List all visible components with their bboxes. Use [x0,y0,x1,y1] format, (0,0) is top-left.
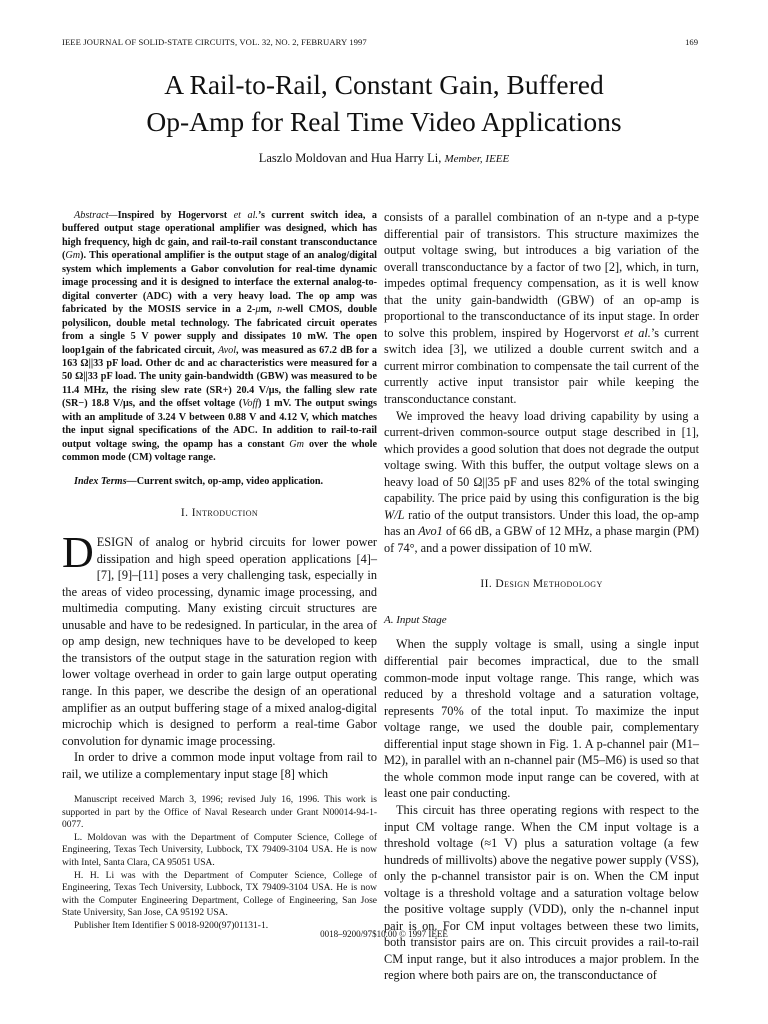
intro-paragraph-2: In order to drive a common mode input voltage from rail to rail, we utilize a complementary input stage [8] which [62,750,377,781]
author-line [60,151,708,166]
running-header: IEEE JOURNAL OF SOLID-STATE CIRCUITS, VOL. 32, NO. 2, FEBRUARY 1997 [62,37,367,47]
footnote: Publisher Item Identifier S 0018-9200(97)01131-1. [74,920,269,931]
right-column [384,209,699,984]
abstract: Abstract—Inspired by Hogervorst et al.’s current switch idea, a buffered output stage operational amplifier was designed, which has high frequency, high dc gain, and rail-to-rail constant transconductance (Gm). This operational amplifier is the output stage of an analog/digital system which implements a Gabor convolution for real-time dynamic image processing and it is designed to interface the external analog-to-digital converter (ADC) with a very heavy load. The op amp was fabricated by the MOSIS service in a 2-μm, n-well CMOS, double polysilicon, double metal technology. The fabricated circuit operates from a single 5 V power supply and dissipates 10 mW. The open loop1gain of the fabricated circuit, Avol, was measured as 67.2 dB for a 163 Ω||33 pF load. Other dc and ac characteristics were measured for a 50 Ω||33 pF load. The unity gain-bandwidth (GBW) was measured to be 11.4 MHz, the rising slew rate (SR+) 20.4 V/μs, the falling slew rate (SR−) 18.8 V/μs, and the offset voltage (Voff) 1 mV. The output swings with an amplitude of 3.24 V between 0.88 V and 4.12 V, which matches the input signal specifications of the ADC. In addition to rail-to-rail output voltage swing, the opamp has a constant Gm over the whole common mode (CM) voltage range. [62,210,378,464]
intro-paragraph-1: DESIGN of analog or hybrid circuits for lower power dissipation and high speed operation applications [4]–[7], [9]–[11] poses a very challenging task, especially in the areas of video processing, dynamic image processing, and multimedia computing. Many existing circuit structures are unusable and have to be redesigned. In particular, in the area of op amp design, new techniques have to be developed to keep the transistors of the output stage in the saturation region with lower voltage overhead in order to gain large output operating range. In this paper, we describe the design of an operational amplifier as an output buffering stage of a mixed analog-digital microchip which is designed to perform a real-time Gabor convolution for dynamic image processing. [62,528,377,748]
footnote: Manuscript received March 3, 1996; revised July 16, 1996. This work is supported in part by the Office of Naval Research under Grant N00014-94-1-0077. [62,795,377,831]
section-heading-design-methodology: II. Design Methodology [480,578,603,591]
index-terms: Index Terms—Current switch, op-amp, video application. [74,475,324,487]
subsection-heading-input-stage: A. Input Stage [384,614,447,627]
drop-cap: D [62,528,94,578]
body-paragraph-operating-regions: This circuit has three operating regions with respect to the input CM voltage range. When the CM input voltage is a threshold voltage (≈1 V) plus a saturation voltage (a few hundreds of millivolts) above the negative power supply (VSS), only the p-channel transistor pair is on. When the CM input voltage is a threshold voltage and a saturation voltage below the positive voltage supply (VDD), only the n-channel input pair is on. For CM input voltages between these two limits, both transistor pairs are on. This circuit provides a rail-to-rail CM input range, but it also introduces a major problem. In the region where both pairs are on, the transconductance of [384,802,699,983]
body-paragraph-input-stage: When the supply voltage is small, using a single input differential pair becomes impractical, due to the small common-mode input voltage range. This range, which was reduced by a threshold voltage and a saturation voltage, represents 70% of the total input. To maximize the input voltage range, we used the double pair, complementary differential input stage shown in Fig. 1. A p-channel pair (M1–M2), in parallel with an n-channel pair (M5–M6) is used so that the whole common mode input range can be covered, with at least one pair conducting. [384,637,699,801]
abstract-label: Abstract— [74,210,118,221]
title-line-1: A Rail-to-Rail, Constant Gain, Buffered [164,69,604,100]
page-number: 169 [685,37,698,47]
left-column [62,209,377,782]
title-line-2: Op-Amp for Real Time Video Applications [146,106,622,137]
section-heading-introduction: I. Introduction [180,507,259,520]
author-membership: Member, IEEE [444,153,510,165]
footnotes [62,794,377,933]
footnote: L. Moldovan was with the Department of Computer Science, College of Engineering, Texas Tech University, Lubbock, TX 79409-3104 USA. He is now with Intel, Santa Clara, CA 95051 USA. [62,832,377,868]
paper-title [60,66,708,140]
footnote: H. H. Li was with the Department of Computer Science, College of Engineering, Texas Tech University, Lubbock, TX 79409-3104 USA. He is now with the Computer Engineering Department, College of Engineering, San Jose State University, San Jose, CA 95192 USA. [62,870,377,919]
index-terms-label: Index Terms— [74,475,137,487]
copyright-footer: 0018–9200/97$10.00 © 1997 IEEE [320,929,448,939]
body-paragraph-continued: consists of a parallel combination of an n-type and a p-type differential pair of transistors. This structure maximizes the output voltage swing, but introduces a big variation of the overall transconductance by a factor of two [2], which, in turn, impedes optimal frequency compensation, as it is well know that the unity gain-bandwidth (GBW) of an op-amp is proportional to the transconductance of its input stage. In order to solve this problem, inspired by Hogervorst et al.’s current switch idea [3], we utilized a double current switch and a current mirror combination to compensate the tail current of the currently active input transistor pair while keeping the transconductance constant. [384,210,699,407]
author-names: Laszlo Moldovan and Hua Harry Li, [258,151,442,165]
body-paragraph-load: We improved the heavy load driving capability by using a current-driven common-source output stage described in [1], which provides a good solution that does not degrade the output voltage swing. With this buffer, the output voltage slews on a heavy load of 50 Ω||35 pF and uses 82% of the total swinging capability. The price paid by using this configuration is the big W/L ratio of the output transistors. Under this load, the op-amp has an Avo1 of 66 dB, a GBW of 12 MHz, a phase margin (PM) of 74°, and a power dissipation of 10 mW. [384,408,699,555]
